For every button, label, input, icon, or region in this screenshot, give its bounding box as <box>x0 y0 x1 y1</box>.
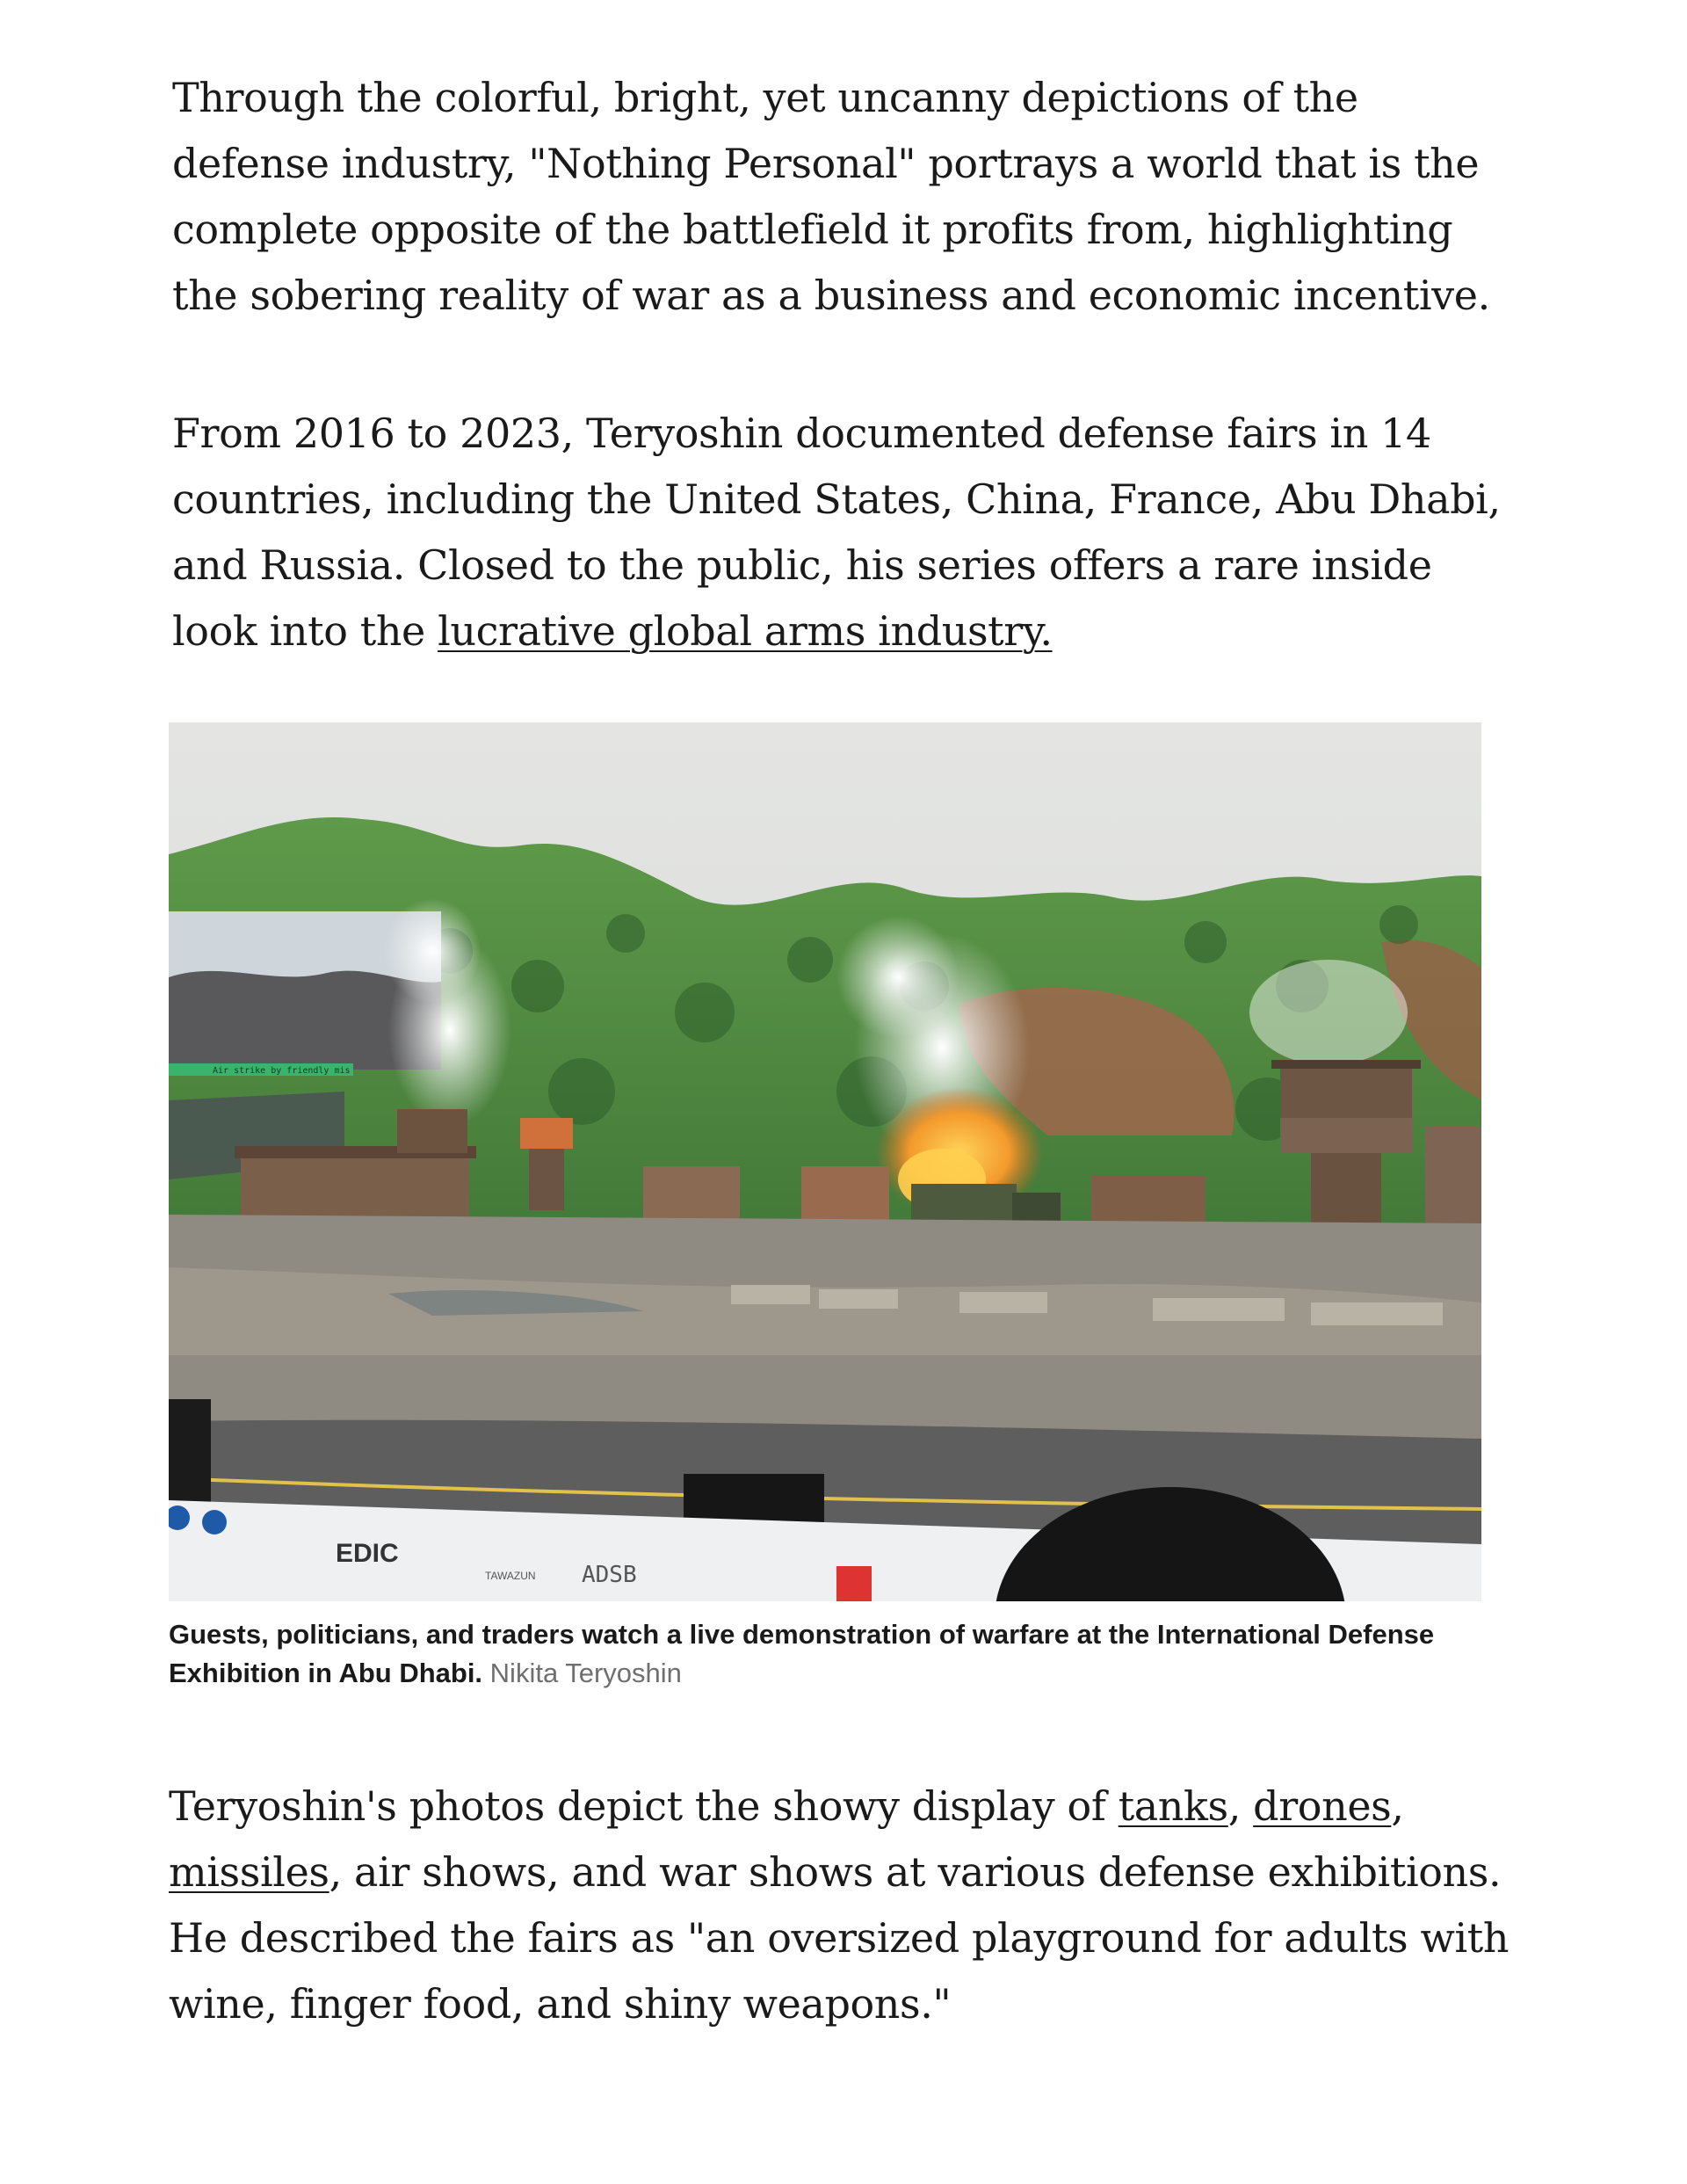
photo-credit: Nikita Teryoshin <box>489 1658 682 1688</box>
banner-edic-text: EDIC <box>336 1539 399 1568</box>
link-arms-industry[interactable]: lucrative global arms industry. <box>438 607 1053 655</box>
link-missiles[interactable]: missiles <box>169 1848 329 1896</box>
paragraph-text: From 2016 to 2023, Teryoshin documented defense fairs in 14 countries, including the United States, China, France, Abu Dhabi, and Russia. Closed to the public, his series offers a rare inside look into the <box>172 410 1501 655</box>
paragraph-documented <box>172 401 1525 664</box>
article-photo <box>169 722 1481 1601</box>
photo-caption <box>169 1615 1487 1693</box>
paragraph-intro: Through the colorful, bright, yet uncanny depictions of the defense industry, "Nothing Personal" portrays a world that is the complete opposite of the battlefield it profits from, highlighting the sobering reality of war as a business and economic incentive. <box>172 74 1490 319</box>
banner-adsb-text: ADSB <box>582 1562 637 1588</box>
link-tanks[interactable]: tanks <box>1118 1782 1228 1830</box>
caption-text: Guests, politicians, and traders watch a live demonstration of warfare at the International Defense Exhibition in Abu Dhabi. <box>169 1619 1435 1688</box>
link-drones[interactable]: drones <box>1253 1782 1392 1830</box>
screen-caption-text: Air strike by friendly mis <box>213 1066 351 1076</box>
paragraph-suffix: , air shows, and war shows at various defense exhibitions. He described the fairs as "an oversized playground for adults with wine, finger food, and shiny weapons." <box>169 1848 1510 2028</box>
separator: , <box>1391 1782 1404 1830</box>
paragraph-prefix: Teryoshin's photos depict the showy display of <box>169 1782 1119 1830</box>
separator: , <box>1227 1782 1254 1830</box>
paragraph-showy-display <box>169 1774 1522 2037</box>
banner-tawazun-text: TAWAZUN <box>485 1570 536 1582</box>
